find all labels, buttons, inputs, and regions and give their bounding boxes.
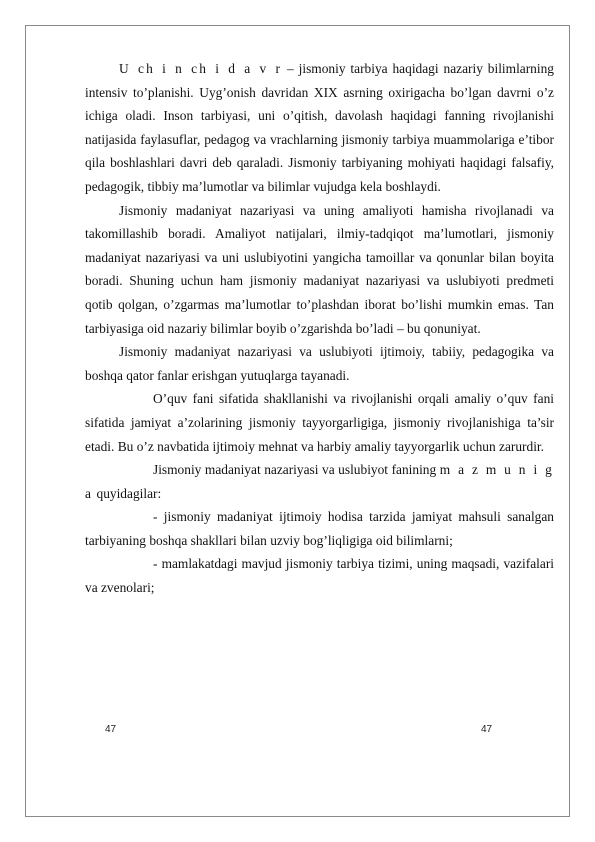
page-number-right: 47 bbox=[481, 724, 493, 735]
paragraph-5-text: Jismoniy madaniyat nazariyasi va uslubiyot fanining bbox=[153, 462, 440, 478]
paragraph-1 bbox=[85, 57, 554, 199]
list-item-1: - jismoniy madaniyat ijtimoiy hodisa tarzida jamiyat mahsuli sanalgan tarbiyaning boshqa shakllari bilan uzviy bog’liqligiga oid bilimlarni; bbox=[85, 509, 554, 548]
term-mazmuniga: m a z m u n i g a bbox=[85, 462, 554, 501]
paragraph-3: Jismoniy madaniyat nazariyasi va uslubiyoti ijtimoiy, tabiiy, pedagogika va boshqa qator fanlar erishgan yutuqlarga tayanadi. bbox=[85, 344, 554, 383]
paragraph-4: O’quv fani sifatida shakllanishi va rivojlanishi orqali amaliy o’quv fani sifatida jamiyat a’zolarining jismoniy tayyorgarligiga, jismoniy rivojlanishiga ta’sir etadi. Bu o’z navbatida ijtimoiy mehnat va harbiy amaliy tayyorgarlik uchun zarurdir. bbox=[85, 391, 554, 454]
list-item-2: - mamlakatdagi mavjud jismoniy tarbiya tizimi, uning maqsadi, vazifalari va zvenolari; bbox=[85, 556, 554, 596]
paragraph-5 bbox=[85, 458, 554, 505]
term-uchinchi-davr: U ch i n ch i d a v r bbox=[119, 61, 283, 76]
page-number-left: 47 bbox=[105, 724, 117, 735]
paragraph-2: Jismoniy madaniyat nazariyasi va uning amaliyoti hamisha rivojlanadi va takomillashib boradi. Amaliyot natijalari, ilmiy-tadqiqot ma’lumotlari, jismoniy madaniyat nazariyasi va uni uslubiyotini yangicha tamoillar va qonunlar bilan boyita boradi. Shuning uchun ham jismoniy madaniyat nazariyasi va uslubiyoti predmeti qotib qolgan, o’zgarmas ma’lumotlar to’plashdan iborat bo’lishi mumkin emas. Tan tarbiyasiga oid nazariy bilimlar boyib o’zgarishda bo’ladi – bu qonuniyat. bbox=[85, 202, 554, 336]
paragraph-5-tail: quyidagilar: bbox=[93, 485, 162, 501]
paragraph-1-text: – jismoniy tarbiya haqidagi nazariy bilimlarning intensiv to’planishi. Uyg’onish davridan XIX asrning oxirigacha bo’lgan davrni o’z ichiga oladi. Inson tarbiyasi, uni o’qitish, davolash haqidagi fanning rivojlanishi natijasida faylasuflar, pedagog va vrachlarning jismoniy tarbiya muammolariga e’tibor qila boshlashlari davri deb qaraladi. Jismoniy tarbiyaning mohiyati haqidagi falsafiy, pedagogik, tibbiy ma’lumotlar va bilimlar vujudga kela boshlaydi. bbox=[85, 61, 554, 194]
document-body bbox=[85, 57, 554, 600]
